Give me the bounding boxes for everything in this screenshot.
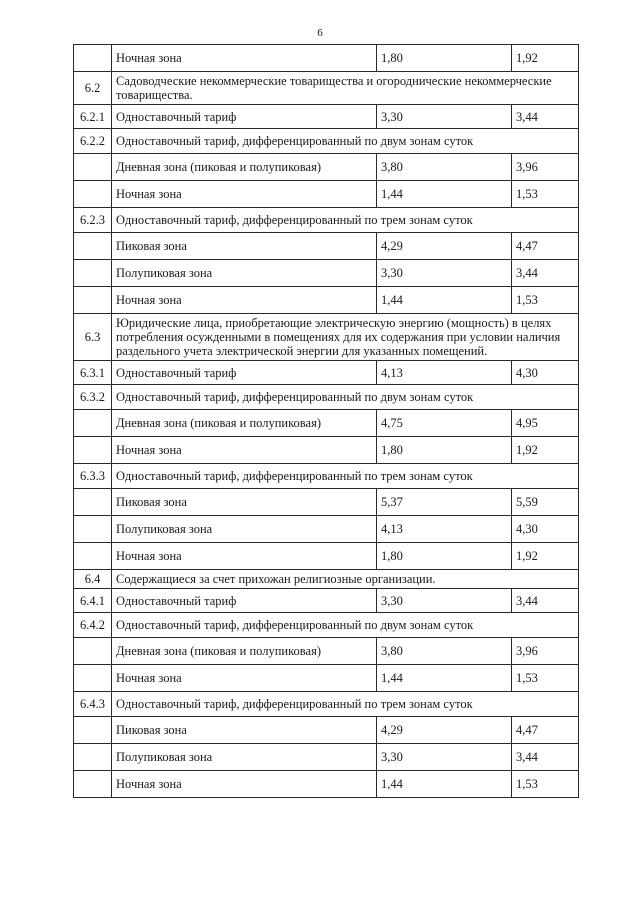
tariff-group-title: Одноставочный тариф, дифференцированный по трем зонам суток [112, 464, 579, 489]
table-row [74, 233, 579, 260]
tariff-value-2: 4,30 [512, 361, 579, 385]
item-number-empty [74, 771, 112, 798]
tariff-value-1: 4,13 [377, 361, 512, 385]
item-number-empty [74, 287, 112, 314]
tariff-value-1: 5,37 [377, 489, 512, 516]
item-number: 6.3 [74, 314, 112, 361]
table-row [74, 154, 579, 181]
table-row [74, 543, 579, 570]
item-number-empty [74, 638, 112, 665]
item-number-empty [74, 181, 112, 208]
tariff-value-2: 1,53 [512, 665, 579, 692]
page-number: 6 [317, 27, 323, 39]
tariff-value-1: 1,44 [377, 287, 512, 314]
tariff-value-1: 3,30 [377, 589, 512, 613]
tariff-value-2: 3,96 [512, 154, 579, 181]
table-row [74, 489, 579, 516]
table-row [74, 181, 579, 208]
zone-name: Пиковая зона [112, 489, 377, 516]
tariff-value-1: 3,80 [377, 638, 512, 665]
zone-name: Дневная зона (пиковая и полупиковая) [112, 638, 377, 665]
tariff-value-1: 1,80 [377, 543, 512, 570]
tariff-value-2: 1,53 [512, 287, 579, 314]
item-number: 6.3.1 [74, 361, 112, 385]
section-title: Садоводческие некоммерческие товарищества и огороднические некоммерческие товарищества. [112, 72, 579, 105]
item-number-empty [74, 717, 112, 744]
tariff-value-2: 3,44 [512, 105, 579, 129]
tariff-value-1: 3,80 [377, 154, 512, 181]
zone-name: Полупиковая зона [112, 744, 377, 771]
zone-name: Ночная зона [112, 543, 377, 570]
tariff-table-body [74, 45, 579, 798]
item-number-empty [74, 154, 112, 181]
item-number-empty [74, 543, 112, 570]
table-row [74, 771, 579, 798]
table-row [74, 45, 579, 72]
tariff-value-2: 5,59 [512, 489, 579, 516]
item-number-empty [74, 45, 112, 72]
tariff-group-title: Одноставочный тариф, дифференцированный по двум зонам суток [112, 385, 579, 410]
table-row [74, 314, 579, 361]
tariff-value-2: 1,53 [512, 181, 579, 208]
tariff-table [73, 44, 579, 798]
tariff-value-1: 4,29 [377, 717, 512, 744]
tariff-value-2: 4,47 [512, 233, 579, 260]
tariff-name: Одноставочный тариф [112, 105, 377, 129]
item-number: 6.3.2 [74, 385, 112, 410]
zone-name: Ночная зона [112, 181, 377, 208]
item-number: 6.2 [74, 72, 112, 105]
tariff-value-2: 4,47 [512, 717, 579, 744]
zone-name: Пиковая зона [112, 233, 377, 260]
item-number-empty [74, 665, 112, 692]
table-row [74, 570, 579, 589]
tariff-value-2: 3,96 [512, 638, 579, 665]
tariff-value-1: 1,80 [377, 45, 512, 72]
tariff-name: Одноставочный тариф [112, 589, 377, 613]
tariff-value-2: 3,44 [512, 589, 579, 613]
tariff-value-2: 1,92 [512, 543, 579, 570]
tariff-group-title: Одноставочный тариф, дифференцированный по трем зонам суток [112, 692, 579, 717]
item-number-empty [74, 516, 112, 543]
tariff-value-1: 3,30 [377, 260, 512, 287]
table-row [74, 692, 579, 717]
zone-name: Ночная зона [112, 287, 377, 314]
tariff-value-1: 4,29 [377, 233, 512, 260]
item-number-empty [74, 260, 112, 287]
table-row [74, 437, 579, 464]
tariff-value-2: 3,44 [512, 260, 579, 287]
item-number-empty [74, 410, 112, 437]
tariff-value-1: 1,80 [377, 437, 512, 464]
table-row [74, 385, 579, 410]
table-row [74, 717, 579, 744]
table-row [74, 260, 579, 287]
item-number: 6.2.2 [74, 129, 112, 154]
table-row [74, 72, 579, 105]
table-row [74, 665, 579, 692]
tariff-value-1: 1,44 [377, 771, 512, 798]
tariff-value-2: 1,92 [512, 45, 579, 72]
item-number: 6.4.1 [74, 589, 112, 613]
zone-name: Ночная зона [112, 771, 377, 798]
item-number: 6.4.3 [74, 692, 112, 717]
tariff-value-2: 1,53 [512, 771, 579, 798]
section-title: Юридические лица, приобретающие электрическую энергию (мощность) в целях потребления осужденными в помещениях для их содержания при условии наличия раздельного учета электрической энергии для указанных помещений. [112, 314, 579, 361]
table-row [74, 208, 579, 233]
table-row [74, 410, 579, 437]
tariff-group-title: Одноставочный тариф, дифференцированный по трем зонам суток [112, 208, 579, 233]
item-number: 6.4.2 [74, 613, 112, 638]
item-number: 6.3.3 [74, 464, 112, 489]
table-row [74, 516, 579, 543]
tariff-value-1: 3,30 [377, 744, 512, 771]
tariff-group-title: Одноставочный тариф, дифференцированный по двум зонам суток [112, 613, 579, 638]
table-row [74, 129, 579, 154]
section-title: Содержащиеся за счет прихожан религиозные организации. [112, 570, 579, 589]
table-row [74, 613, 579, 638]
tariff-value-2: 4,30 [512, 516, 579, 543]
zone-name: Дневная зона (пиковая и полупиковая) [112, 410, 377, 437]
zone-name: Ночная зона [112, 45, 377, 72]
item-number: 6.2.3 [74, 208, 112, 233]
tariff-value-1: 4,75 [377, 410, 512, 437]
zone-name: Ночная зона [112, 437, 377, 464]
tariff-value-1: 1,44 [377, 665, 512, 692]
zone-name: Ночная зона [112, 665, 377, 692]
item-number-empty [74, 437, 112, 464]
table-row [74, 464, 579, 489]
table-row [74, 287, 579, 314]
zone-name: Дневная зона (пиковая и полупиковая) [112, 154, 377, 181]
item-number-empty [74, 744, 112, 771]
table-row [74, 361, 579, 385]
item-number-empty [74, 233, 112, 260]
tariff-value-2: 3,44 [512, 744, 579, 771]
zone-name: Полупиковая зона [112, 260, 377, 287]
tariff-value-1: 4,13 [377, 516, 512, 543]
tariff-value-1: 1,44 [377, 181, 512, 208]
item-number: 6.4 [74, 570, 112, 589]
item-number-empty [74, 489, 112, 516]
table-row [74, 589, 579, 613]
table-row [74, 744, 579, 771]
tariff-value-2: 4,95 [512, 410, 579, 437]
tariff-group-title: Одноставочный тариф, дифференцированный по двум зонам суток [112, 129, 579, 154]
item-number: 6.2.1 [74, 105, 112, 129]
tariff-name: Одноставочный тариф [112, 361, 377, 385]
table-row [74, 105, 579, 129]
table-row [74, 638, 579, 665]
tariff-value-1: 3,30 [377, 105, 512, 129]
zone-name: Полупиковая зона [112, 516, 377, 543]
zone-name: Пиковая зона [112, 717, 377, 744]
tariff-value-2: 1,92 [512, 437, 579, 464]
